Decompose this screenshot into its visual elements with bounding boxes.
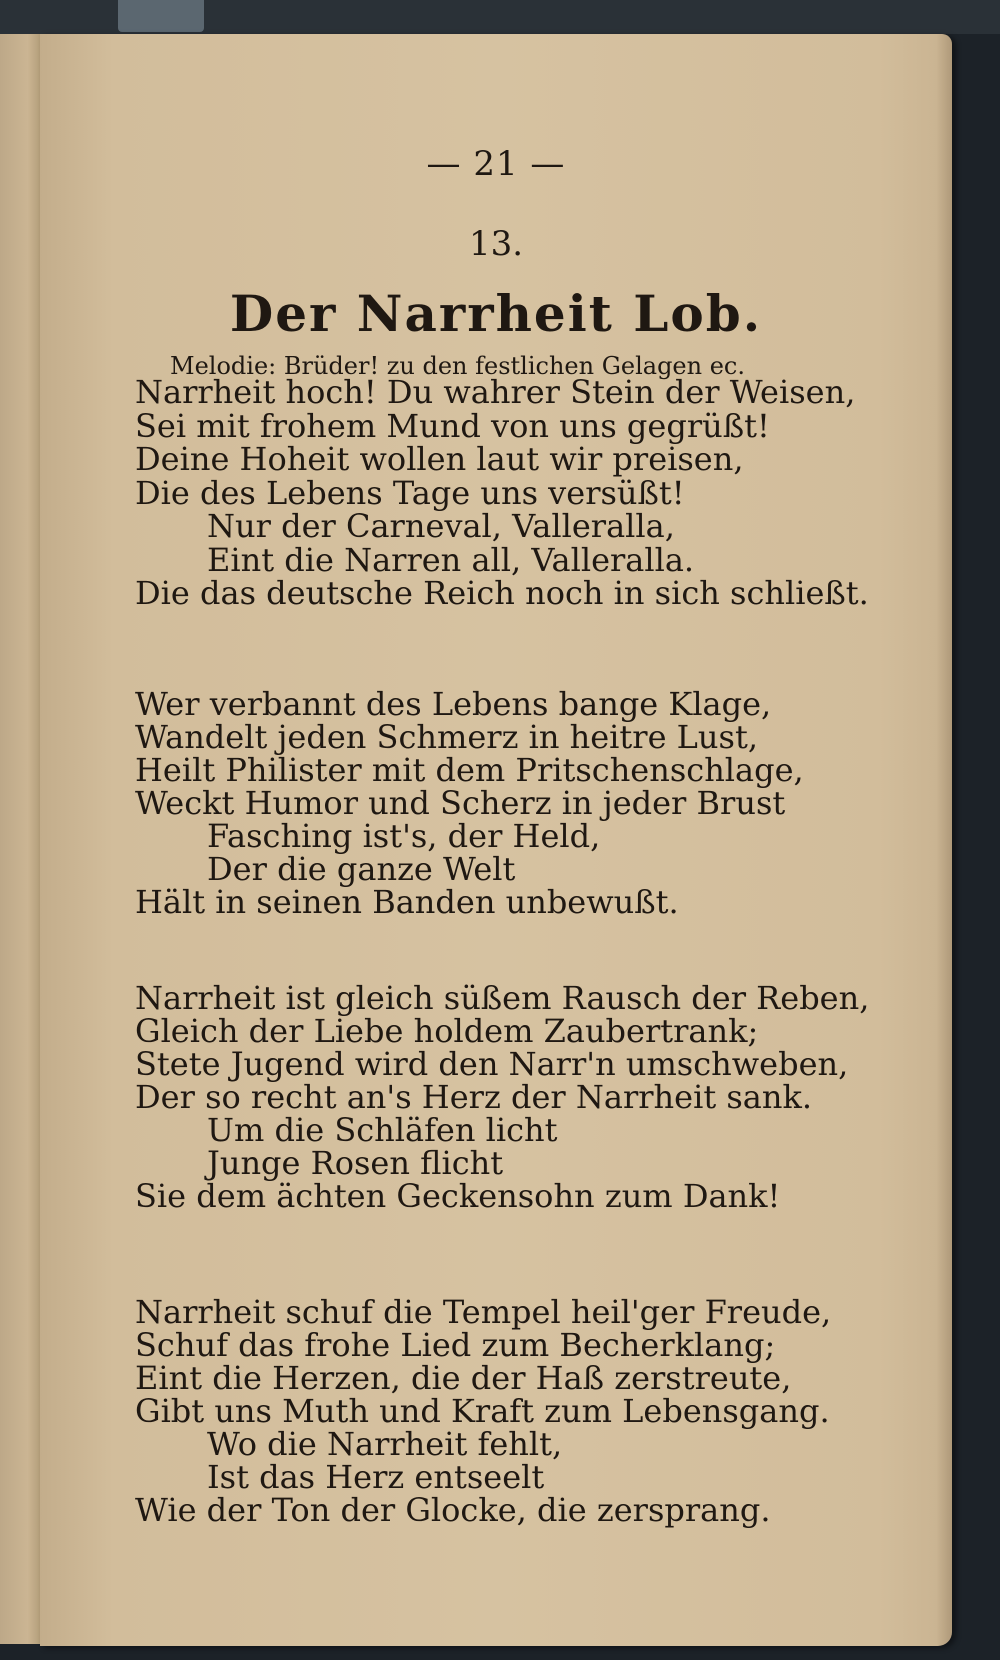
stanza-3 xyxy=(135,979,935,1215)
verse-line: Wandelt jeden Schmerz in heitre Lust, xyxy=(135,718,758,756)
verse-line: Der so recht an's Herz der Narrheit sank. xyxy=(135,1078,813,1116)
verse-line: Narrheit ist gleich süßem Rausch der Reben, xyxy=(135,979,870,1017)
verse-line: Sie dem ächten Geckensohn zum Dank! xyxy=(135,1177,781,1215)
verse-line: Heilt Philister mit dem Pritschenschlage, xyxy=(135,751,804,789)
verse-line: Wo die Narrheit fehlt, xyxy=(207,1425,563,1463)
verse-line: Schuf das frohe Lied zum Becherklang; xyxy=(135,1326,776,1364)
verse-line: Narrheit schuf die Tempel heil'ger Freude, xyxy=(135,1293,832,1331)
verse-line: Eint die Herzen, die der Haß zerstreute, xyxy=(135,1359,792,1397)
verse-line: Sei mit frohem Mund von uns gegrüßt! xyxy=(135,406,770,445)
page-edge-shadow xyxy=(936,34,952,1646)
verse-line: Der die ganze Welt xyxy=(207,850,516,888)
top-background-strip xyxy=(0,0,1000,34)
verse-line: Wie der Ton der Glocke, die zersprang. xyxy=(135,1491,771,1529)
verse-line: Um die Schläfen licht xyxy=(207,1111,558,1149)
verse-line: Gleich der Liebe holdem Zaubertrank; xyxy=(135,1012,759,1050)
melody-note: Melodie: Brüder! zu den festlichen Gelagen ec. xyxy=(170,352,745,380)
stanza-1 xyxy=(135,373,935,612)
verse-line: Hält in seinen Banden unbewußt. xyxy=(135,883,679,921)
verse-line: Gibt uns Muth und Kraft zum Lebensgang. xyxy=(135,1392,830,1430)
verse-line: Wer verbannt des Lebens bange Klage, xyxy=(135,685,772,723)
verse-line: Weckt Humor und Scherz in jeder Brust xyxy=(135,784,786,822)
page-number: — 21 — xyxy=(426,144,566,184)
verse-line: Narrheit hoch! Du wahrer Stein der Weisen, xyxy=(135,373,856,411)
verse-line: Stete Jugend wird den Narr'n umschweben, xyxy=(135,1045,849,1083)
stanza-2 xyxy=(135,685,935,921)
verse-line: Fasching ist's, der Held, xyxy=(207,817,601,855)
stanza-4 xyxy=(135,1293,935,1529)
verse-line: Nur der Carneval, Valleralla, xyxy=(207,507,675,545)
verse-line: Die das deutsche Reich noch in sich schließt. xyxy=(135,574,869,612)
verse-line: Die des Lebens Tage uns versüßt! xyxy=(135,473,685,512)
book-page xyxy=(40,34,952,1646)
verse-line: Deine Hoheit wollen laut wir preisen, xyxy=(135,440,744,478)
verse-line: Eint die Narren all, Valleralla. xyxy=(207,540,695,579)
song-number: 13. xyxy=(468,224,524,264)
song-title: Der Narrheit Lob. xyxy=(229,284,763,343)
book-tab xyxy=(118,0,204,32)
verse-line: Junge Rosen flicht xyxy=(207,1144,504,1182)
verse-line: Ist das Herz entseelt xyxy=(207,1458,545,1496)
